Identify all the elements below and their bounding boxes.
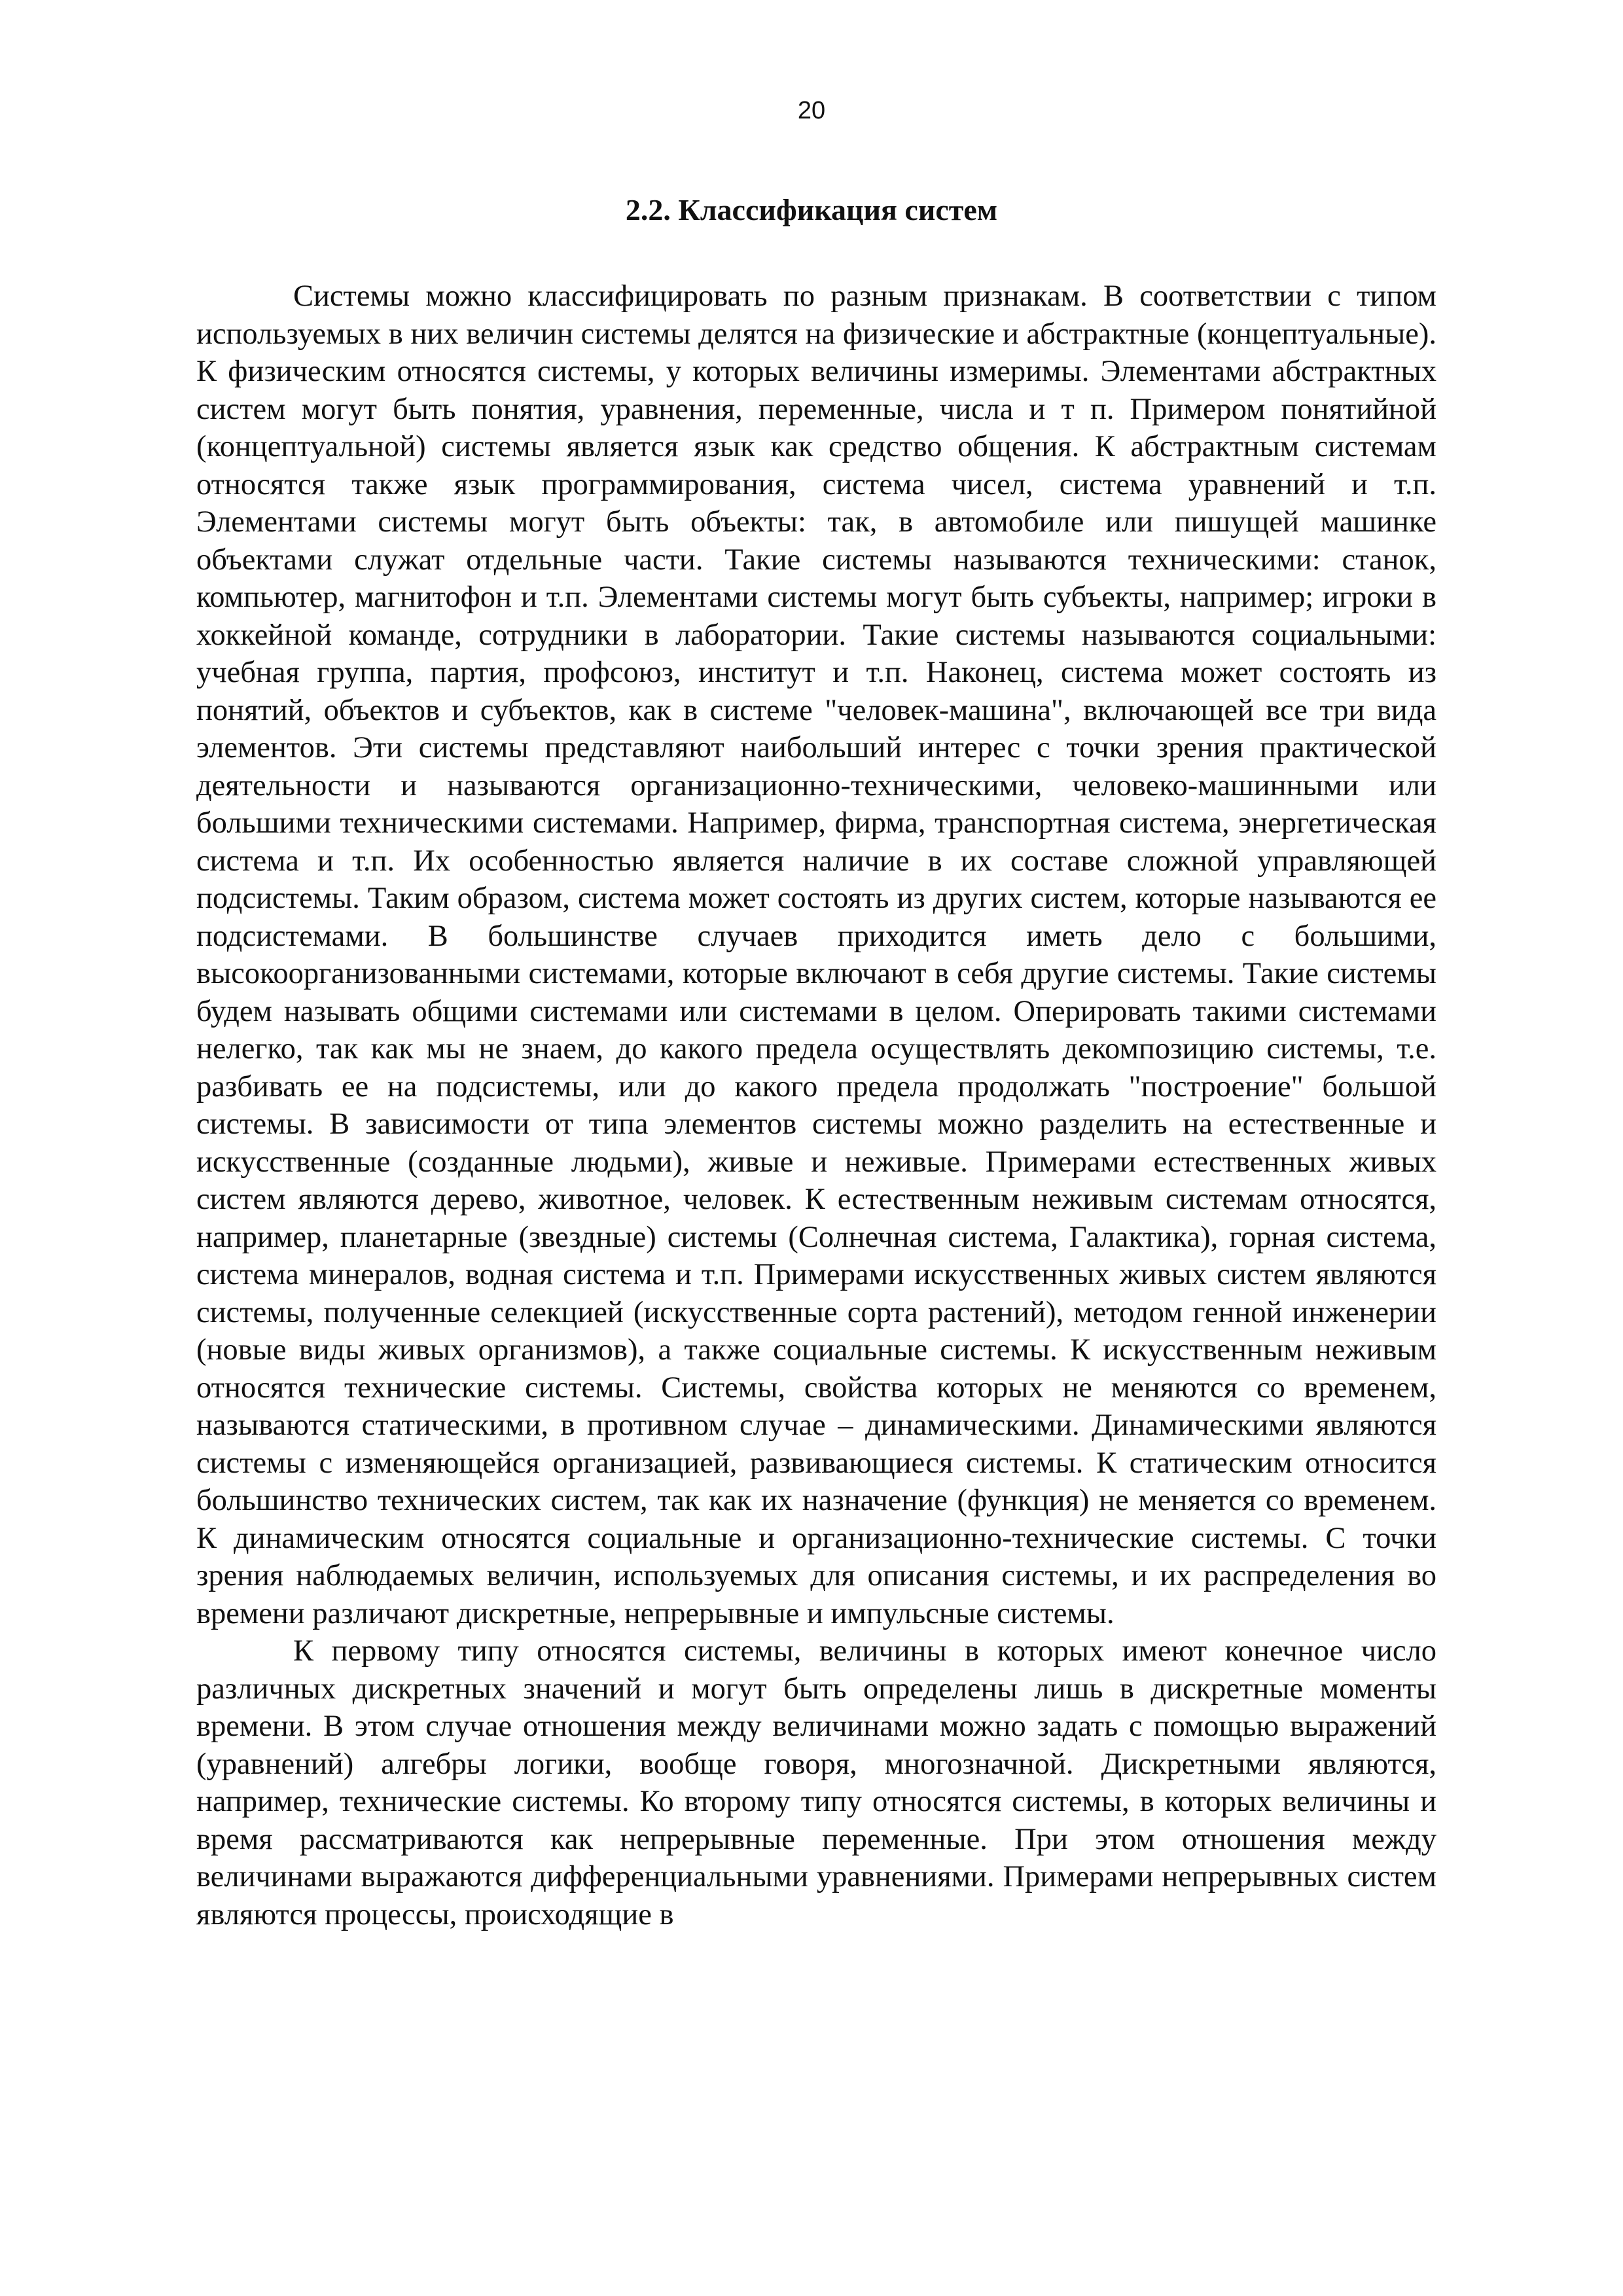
- paragraph-classification: Системы можно классифицировать по разным признакам. В соответствии с типом используемых в них величин системы делятся на физические и абстрактные (концептуальные). К физическим относятся системы, у которых величины измеримы. Элементами абстрактных систем могут быть понятия, уравнения, переменные, числа и т п. Примером понятийной (концептуальной) системы является язык как средство общения. К абстрактным системам относятся также язык программирования, система чисел, система уравнений и т.п. Элементами системы могут быть объекты: так, в автомобиле или пишущей машинке объектами служат отдельные части. Такие системы называются техническими: станок, компьютер, магнитофон и т.п. Элементами системы могут быть субъекты, например; игроки в хоккейной команде, сотрудники в лаборатории. Такие системы называются социальными: учебная группа, партия, профсоюз, институт и т.п. Наконец, система может состоять из понятий, объектов и субъектов, как в системе "человек-машина", включающей все три вида элементов. Эти системы представляют наибольший интерес с точки зрения практической деятельности и называются организационно-техническими, человеко-машинными или большими техническими системами. Например, фирма, транспортная система, энергетическая система и т.п. Их особенностью является наличие в их составе сложной управляющей подсистемы. Таким образом, система может состоять из других систем, которые называются ее подсистемами. В большинстве случаев приходится иметь дело с большими, высокоорганизованными системами, которые включают в себя другие системы. Такие системы будем называть общими системами или системами в целом. Оперировать такими системами нелегко, так как мы не знаем, до какого предела осуществлять декомпозицию системы, т.е. разбивать ее на подсистемы, или до какого предела продолжать "построение" большой системы. В зависимости от типа элементов системы можно разделить на естественные и искусственные (созданные людьми), живые и неживые. Примерами естественных живых систем являются дерево, животное, человек. К естественным неживым системам относятся, например, планетарные (звездные) системы (Солнечная система, Галактика), горная система, система минералов, водная система и т.п. Примерами искусственных живых систем являются системы, полученные селекцией (искусственные сорта растений), методом генной инженерии (новые виды живых организмов), а также социальные системы. К искусственным неживым относятся технические системы. Системы, свойства которых не меняются со временем, называются статическими, в противном случае – динамическими. Динамическими являются системы с изменяющейся организацией, развивающиеся системы. К статическим относится большинство технических систем, так как их назначение (функция) не меняется со временем. К динамическим относятся социальные и организационно-технические системы. С точки зрения наблюдаемых величин, используемых для описания системы, и их распределения во времени различают дискретные, непрерывные и импульсные системы.: [196, 279, 1436, 1630]
- paragraph-discrete-continuous: К первому типу относятся системы, величины в которых имеют конечное число различных дискретных значений и могут быть определены лишь в дискретные моменты времени. В этом случае отношения между величинами можно задать с помощью выражений (уравнений) алгебры логики, вообще говоря, многозначной. Дискретными являются, например, технические системы. Ко второму типу относятся системы, в которых величины и время рассматриваются как непрерывные переменные. При этом отношения между величинами выражаются дифференциальными уравнениями. Примерами непрерывных систем являются процессы, происходящие в: [196, 1634, 1436, 1931]
- page-number: 20: [797, 97, 826, 124]
- section-title: 2.2. Классификация систем: [625, 193, 998, 226]
- body-text: [196, 278, 1436, 1933]
